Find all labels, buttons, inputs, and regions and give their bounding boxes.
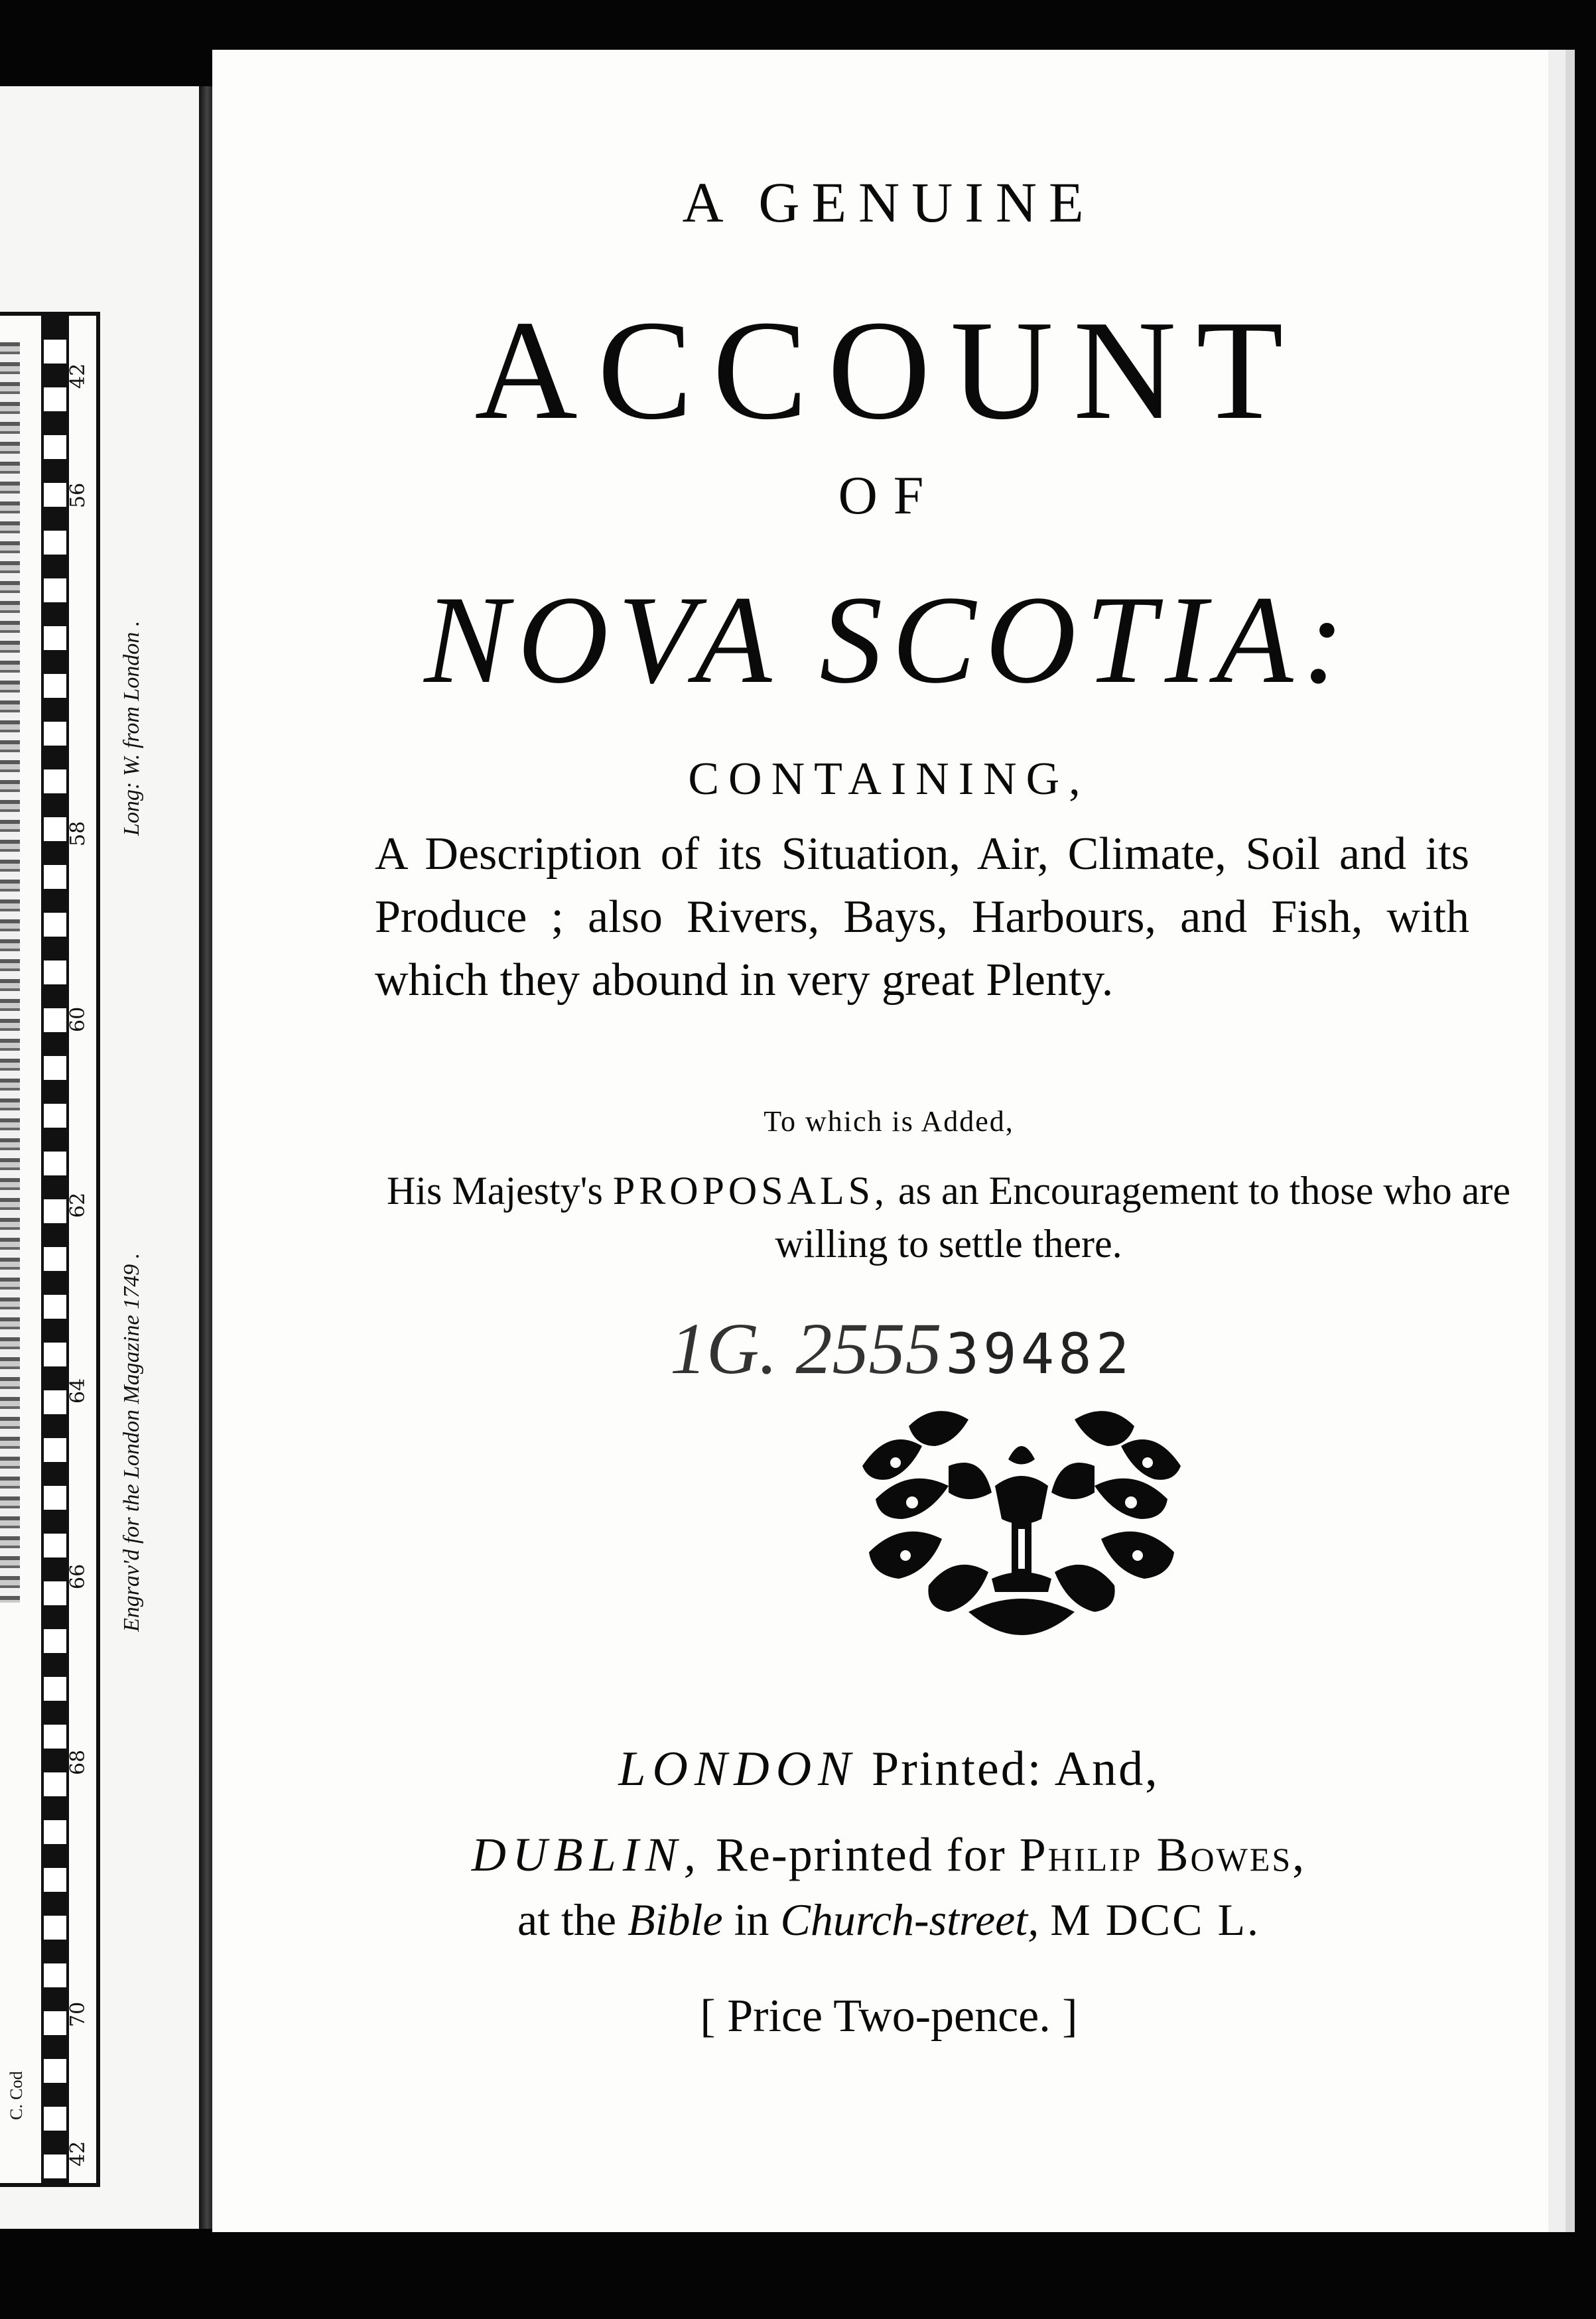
- book-gutter: [199, 86, 212, 2229]
- floral-urn-ornament-icon: [849, 1386, 1194, 1638]
- proposals-caps: PROPOSALS,: [612, 1169, 888, 1213]
- map-longitude-scale: [41, 316, 69, 2183]
- map-scale-number: 68: [66, 1749, 90, 1775]
- title-line-nova-scotia: NOVA SCOTIA:: [424, 570, 1354, 710]
- library-shelfmark: [670, 1307, 1133, 1391]
- map-scale-number: 42: [66, 363, 90, 389]
- map-scale-number: 56: [66, 482, 90, 508]
- imprint-street: Church-street,: [780, 1894, 1039, 1945]
- proposals-paragraph: [385, 1164, 1512, 1270]
- proposals-before: His Majesty's: [387, 1169, 603, 1213]
- imprint-address-line: [212, 1894, 1565, 1946]
- shelfmark-handwritten: 1G. 2555: [670, 1308, 942, 1389]
- proposals-after: as an Encouragement to those who are willing to settle there.: [775, 1169, 1510, 1266]
- added-heading: To which is Added,: [764, 1105, 1014, 1138]
- title-line-of: OF: [838, 465, 940, 525]
- map-fragment: [0, 312, 100, 2187]
- map-scale-number: 62: [66, 1192, 90, 1218]
- containing-heading: CONTAINING,: [688, 754, 1090, 805]
- imprint-london-line: [212, 1741, 1565, 1798]
- price-line: [ Price Two-pence. ]: [700, 1991, 1078, 2042]
- imprint-dublin-line: [212, 1827, 1565, 1883]
- imprint-printed: Printed: And,: [872, 1742, 1160, 1796]
- imprint-date: M DCC L.: [1050, 1894, 1261, 1945]
- imprint-dublin: DUBLIN,: [471, 1828, 702, 1881]
- imprint-reprinted: Re-printed for: [715, 1828, 1006, 1881]
- map-scale-number: 58: [66, 821, 90, 846]
- map-longitude-label: Long: W. from London .: [119, 620, 144, 836]
- description-paragraph: A Description of its Situation, Air, Climate, Soil and its Produce ; also Rivers, Bays, Harbours, and Fish, with which they abound in very great Plenty.: [375, 828, 1469, 1006]
- map-scale-number: 60: [66, 1006, 90, 1032]
- title-page: [212, 50, 1575, 2232]
- imprint-publisher: Philip Bowes,: [1019, 1828, 1307, 1881]
- imprint-london: LONDON: [618, 1742, 858, 1796]
- map-engraved-label: Engrav'd for the London Magazine 1749 .: [119, 1252, 144, 1632]
- map-scale-number: 70: [66, 2001, 90, 2027]
- shelfmark-stamp: 39482: [945, 1321, 1134, 1386]
- map-scale-number: 64: [66, 1378, 90, 1404]
- map-cape-label: C. Cod: [7, 2071, 26, 2120]
- imprint-in: in: [734, 1894, 769, 1945]
- title-line-account: ACCOUNT: [474, 291, 1303, 449]
- left-page-map: [0, 86, 203, 2229]
- title-line-a-genuine: A GENUINE: [682, 170, 1096, 234]
- imprint-at-the: at the: [517, 1894, 617, 1945]
- map-scale-number: 42: [66, 2141, 90, 2166]
- imprint-bible: Bible: [628, 1894, 723, 1945]
- map-coastline: [0, 342, 20, 1603]
- map-scale-number: 66: [66, 1563, 90, 1589]
